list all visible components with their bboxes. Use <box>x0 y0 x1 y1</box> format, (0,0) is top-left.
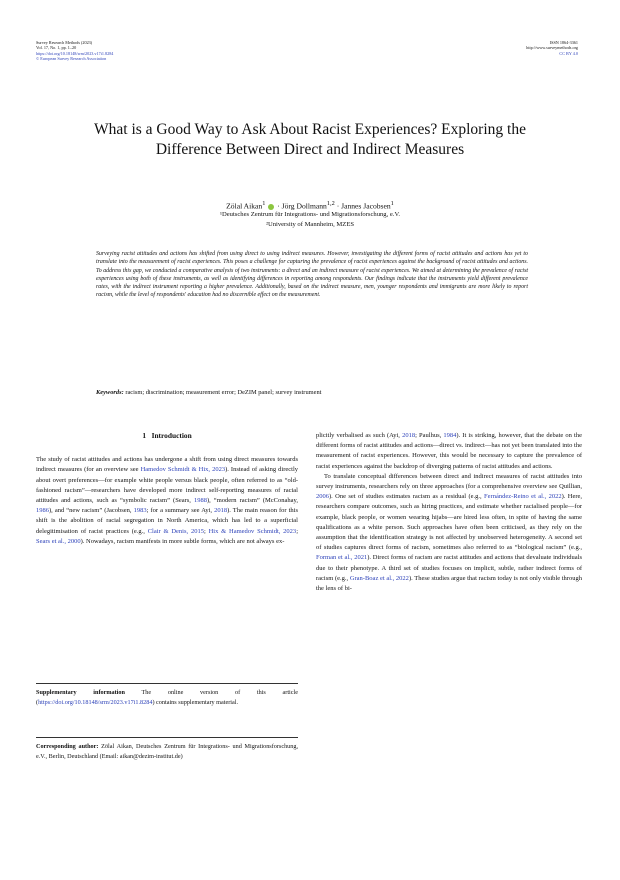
intro-paragraph <box>36 455 298 547</box>
issn: ISSN 1864-3361 <box>549 40 578 45</box>
text-run: ). Nowadays, racism manifests in more subtle forms, which are not always ex- <box>80 537 285 545</box>
text-run: The study of racist attitudes and actions has undergone a shift from using direct measures towards indirect measures (for an overview see <box>36 456 298 474</box>
left-column <box>36 431 298 547</box>
citation-link[interactable]: Gran-Boaz et al., 2022 <box>349 574 409 582</box>
author-affil-mark: 1 <box>262 200 266 207</box>
paper-title: What is a Good Way to Ask About Racist Experiences? Exploring the Difference Between Direct and Indirect Measures <box>94 121 526 158</box>
copyright-link[interactable]: © European Survey Research Association <box>36 56 107 62</box>
note-label: Supplementary information <box>36 689 125 696</box>
supplementary-note <box>36 688 298 708</box>
journal-volume: Vol. 17, No. 1, pp. 1–20 <box>36 45 77 51</box>
citation-link[interactable]: Hix & Hamedov Schmidt, 2023 <box>208 527 297 535</box>
citation-link[interactable]: 2018 <box>402 432 416 439</box>
issn-header <box>526 40 578 56</box>
text-run: ). The main reason for this shift is the abolition of racial segregation in North America, which has led to a superficial delegitimisation of racist practices (e.g., <box>36 507 299 535</box>
footnote-divider <box>36 683 298 684</box>
citation-link[interactable]: Sears et al., 2000 <box>36 537 81 545</box>
citation-link[interactable]: Clair & Denis, 2015 <box>147 527 204 535</box>
citation-link[interactable]: 1983 <box>133 507 147 515</box>
citation-link[interactable]: Forman et al., 2021 <box>316 554 368 562</box>
journal-url[interactable]: http://www.surveymethods.org <box>526 45 578 51</box>
corresponding-divider <box>36 737 298 738</box>
author-name: · Jörg Dollmann <box>277 201 327 211</box>
citation-link[interactable]: Hamedov Schmidt & Hix, 2023 <box>140 466 226 474</box>
author-affil-mark: 1 <box>390 200 394 207</box>
text-run: ). One set of studies estimates racism as a residual (e.g., <box>329 493 485 501</box>
orcid-icon[interactable] <box>268 204 274 210</box>
citation-link[interactable]: 2018 <box>214 507 228 515</box>
journal-header <box>36 40 186 62</box>
note-text: ) contains supplementary material. <box>152 698 239 706</box>
journal-name: Survey Research Methods (2023) <box>36 40 93 45</box>
note-label: Corresponding author: <box>36 743 99 750</box>
citation-link[interactable]: 1988 <box>193 497 207 505</box>
text-run: ). It is striking, however, that the debate on the different forms of racist attitudes and actions—direct vs. indirect—has not yet been translated into the measurement of racist experiences. However, this would be necessary to capture the prevalence of racist experiences against the backdrop of diverging patterns of racist attitudes and actions. <box>316 432 582 470</box>
keywords <box>96 389 528 398</box>
text-run: To translate conceptual differences between direct and indirect measures of racist attitudes into survey instruments, researchers rely on three approaches (for a comprehensive overview see Quillian, <box>316 472 582 491</box>
text-run: ), “modern racism” (McConahay, <box>206 497 298 505</box>
section-number: 1 <box>142 431 147 440</box>
text-run: ; <box>296 527 298 535</box>
text-run: ). Instead of asking directly about overt preferences—for example white people versus black people, often referred to as “old-fashioned racism”—researchers have developed more indirect self-reporting measures of racial attitudes and actions, such as “symbolic racism” (Sears, <box>36 466 299 505</box>
author-affil-mark: 1,2 <box>326 200 335 207</box>
citation-link[interactable]: 1984 <box>443 432 457 439</box>
text-run: ; Paulhus, <box>415 432 444 439</box>
citation-link[interactable]: 1986 <box>36 507 49 515</box>
citation-link[interactable]: Fernández-Reino et al., 2022 <box>484 493 562 501</box>
text-run: plicitly verbalised as such (Ayi, <box>316 432 403 439</box>
section-heading <box>36 431 298 441</box>
intro-paragraph-2 <box>316 472 582 594</box>
keywords-text: racism; discrimination; measurement error; DeZIM panel; survey instrument <box>125 389 322 396</box>
note-text: Zölal Aikan, Deutsches Zentrum für Integrations- und Migrationsforschung, e.V., Berlin, Deutschland (Email: aikan@dezim-institut.de) <box>36 743 298 760</box>
section-title: Introduction <box>151 431 192 440</box>
author-name: Zölal Aikan <box>226 201 263 211</box>
text-run: ), and “new racism” (Jacobsen, <box>49 507 134 515</box>
doi-link[interactable]: https://doi.org/10.18148/srm/2023.v17i1.8284 <box>36 50 114 56</box>
supplementary-link[interactable]: https://doi.org/10.18148/srm/2023.v17i1.8284 <box>38 698 153 706</box>
keywords-label: Keywords: <box>96 389 124 396</box>
right-column <box>316 431 582 594</box>
abstract: Surveying racist attitudes and actions has shifted from using direct to using indirect measures. However, investigating the different forms of racist attitudes and actions has yet to translate into the measurement of racist experiences. This poses a challenge for capturing the prevalence of racist experiences against the background of racist attitudes and actions. To address this gap, we conducted a comparative analysis of two instruments: a direct and an indirect measure of racist experiences. We aimed at determining the prevalence of racist experiences using both of these instruments, as well as identifying differences in reporting among respondents. Our findings indicate that the instruments yield different prevalence rates, with the indirect instrument reporting a higher prevalence. Additionally, based on the indirect measure, men, younger respondents and immigrants are more likely to report racism, while the level of respondents' education had no discernible effect on the measurement. <box>96 251 528 299</box>
text-run: ; <box>203 527 209 535</box>
affiliation-2: ²University of Mannheim, MZES <box>265 221 355 228</box>
text-run: ; for a summary see Ayi, <box>146 507 215 515</box>
text-run: ). Here, researchers compare outcomes, such as hiring practices, and estimate whether racialised people—for example, black people, or women wearing hijabs—are hired less often, in spite of having the same qualifications as a white person. Such approaches have often been criticised, as they rely on the assumption that the identification strategy is not affected by unobserved heterogeneity. A second set of studies captures direct forms of racism, sometimes also referred to as “biological racism” (e.g., <box>316 493 582 552</box>
license-badge[interactable]: CC BY 4.0 <box>559 50 578 56</box>
citation-link[interactable]: 2006 <box>316 493 329 501</box>
author-name: · Jannes Jacobsen <box>336 201 391 211</box>
text-run: ). Direct forms of racism are racist attitudes and actions that devaluate individuals due to their phenotype. A third set of studies focuses on implicit, subtle, rather indirect forms of racism (e.g., <box>316 554 582 582</box>
text-run: ). These studies argue that racism today is not only visible through the lens of bi- <box>316 574 582 593</box>
author-list <box>60 199 560 212</box>
note-text: The online version of this article ( <box>36 689 298 706</box>
intro-paragraph-continued <box>316 431 582 472</box>
corresponding-note <box>36 742 298 762</box>
affiliation-1: ¹Deutsches Zentrum für Integrations- und Migrationsforschung, e.V. <box>219 211 401 218</box>
